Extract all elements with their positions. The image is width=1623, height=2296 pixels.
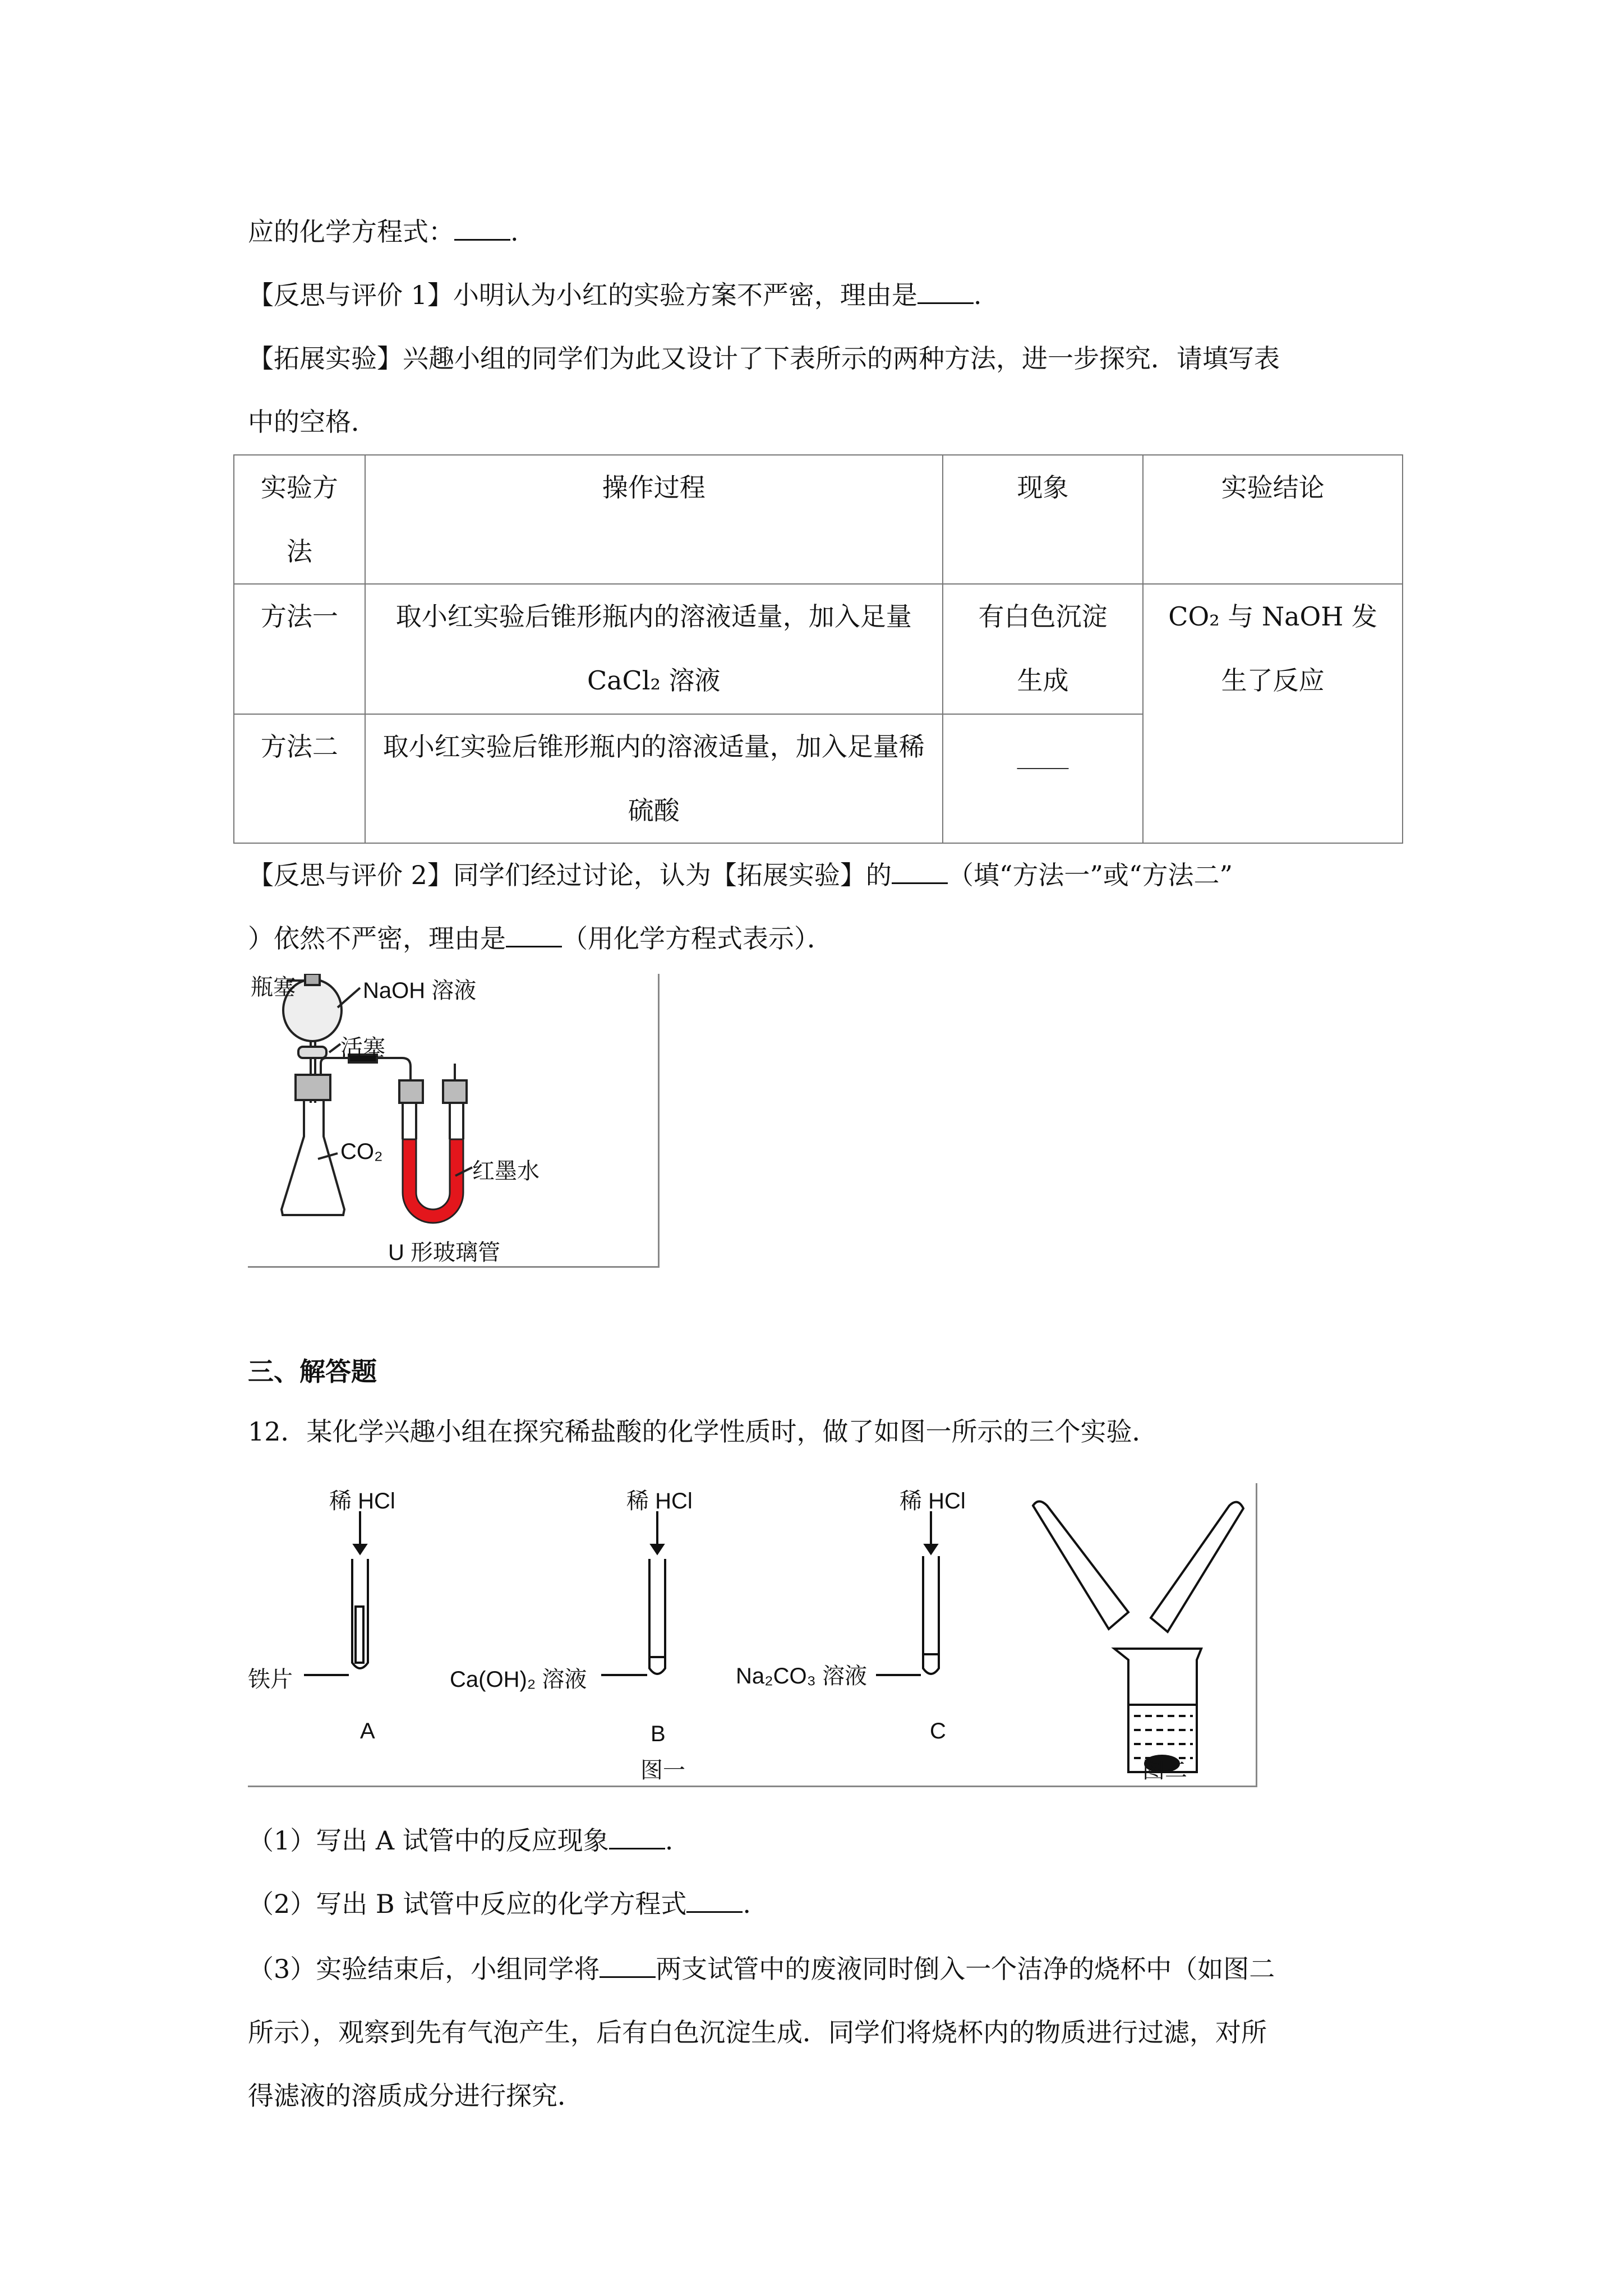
tube-b	[601, 1511, 665, 1675]
paragraph-reflection-1	[248, 278, 982, 312]
answer-blank[interactable]	[917, 280, 974, 304]
red-ink	[403, 1139, 463, 1223]
phenomenon-blank[interactable]: ____	[943, 714, 1144, 843]
sub-question-3-cont: 得滤液的溶质成分进行探究．	[248, 2081, 583, 2111]
tube-c	[876, 1511, 939, 1675]
paragraph-reflection-2-cont	[248, 922, 833, 955]
tube-a	[304, 1511, 368, 1675]
sub-question-2	[248, 1887, 751, 1921]
text: .	[665, 1825, 674, 1856]
hcl-drawing	[248, 1483, 1256, 1786]
conclusion-cell: CO₂ 与 NaOH 发生了反应	[1143, 584, 1403, 843]
paragraph-extension: 【拓展实验】兴趣小组的同学们为此又设计了下表所示的两种方法，进一步探究．请填写表	[248, 343, 1280, 374]
text: 应的化学方程式：	[248, 217, 454, 247]
answer-blank[interactable]	[686, 1889, 743, 1913]
paragraph-equation	[248, 215, 519, 249]
bottle-stopper	[305, 974, 320, 985]
label-valve: 活塞	[340, 1036, 385, 1060]
sub-question-3	[248, 1952, 1275, 1986]
tube-label-b: B	[651, 1722, 666, 1746]
method-cell: 方法一	[234, 584, 365, 714]
header-operation: 操作过程	[365, 455, 943, 584]
label-co2: CO₂	[340, 1139, 383, 1164]
answer-blank[interactable]	[506, 923, 562, 947]
answer-blank[interactable]	[600, 1954, 656, 1978]
answer-blank[interactable]	[609, 1825, 665, 1849]
valve	[298, 1047, 326, 1058]
caption-figure-1: 图一	[640, 1758, 685, 1783]
caption-figure-2: 图二	[1142, 1758, 1187, 1783]
reagent-label-b: Ca(OH)₂ 溶液	[450, 1667, 587, 1692]
method-cell: 方法二	[234, 714, 365, 843]
reagent-label-c: Na₂CO₃ 溶液	[736, 1664, 868, 1688]
text: .	[510, 217, 519, 247]
sub-question-3-cont: 所示），观察到先有气泡产生，后有白色沉淀生成．同学们将烧杯内的物质进行过滤，对所	[248, 2017, 1267, 2047]
operation-cell: 取小红实验后锥形瓶内的溶液适量，加入足量 CaCl₂ 溶液	[365, 584, 943, 714]
header-phenomenon: 现象	[943, 455, 1144, 584]
label-u-tube: U 形玻璃管	[388, 1240, 500, 1265]
text: （用化学方程式表示）．	[562, 923, 833, 954]
operation-cell: 取小红实验后锥形瓶内的溶液适量，加入足量稀硫酸	[365, 714, 943, 843]
acid-label-a: 稀 HCl	[329, 1489, 395, 1513]
reagent-label-a: 铁片	[248, 1667, 293, 1692]
tube-label-a: A	[360, 1719, 375, 1743]
paragraph-reflection-2	[248, 858, 1233, 892]
question-12: 12．某化学兴趣小组在探究稀盐酸的化学性质时，做了如图一所示的三个实验．	[248, 1416, 1158, 1447]
paragraph-extension-cont: 中的空格．	[248, 407, 377, 437]
label-naoh: NaOH 溶液	[363, 978, 477, 1003]
label-red-ink: 红墨水	[472, 1159, 540, 1184]
text: 两支试管中的废液同时倒入一个洁净的烧杯中（如图二	[656, 1954, 1275, 1984]
apparatus-figure	[248, 974, 660, 1268]
apparatus-drawing	[248, 974, 658, 1266]
text: （3）实验结束后，小组同学将	[248, 1954, 600, 1984]
acid-label-b: 稀 HCl	[626, 1489, 693, 1513]
table-row	[234, 584, 1403, 714]
text: （2）写出 B 试管中反应的化学方程式	[248, 1889, 687, 1919]
text: （1）写出 A 试管中的反应现象	[248, 1825, 609, 1856]
label-stopper: 瓶塞	[251, 975, 296, 1000]
flask-stopper	[296, 1075, 330, 1100]
header-conclusion: 实验结论	[1143, 455, 1403, 584]
experiment-table	[233, 454, 1403, 844]
hcl-experiments-figure	[248, 1483, 1257, 1787]
text: 【反思与评价 1】小明认为小红的实验方案不严密，理由是	[248, 280, 917, 310]
sub-question-1	[248, 1824, 673, 1857]
phenomenon-cell: 有白色沉淀生成	[943, 584, 1144, 714]
text: .	[973, 280, 982, 310]
answer-blank[interactable]	[892, 860, 948, 884]
text: ）依然不严密，理由是	[248, 923, 506, 954]
acid-label-c: 稀 HCl	[900, 1489, 966, 1513]
text: （填“方法一”或“方法二”	[947, 860, 1233, 890]
section-title: 三、解答题	[248, 1356, 377, 1387]
tube-label-c: C	[930, 1719, 946, 1743]
table-header-row	[234, 455, 1403, 584]
text: .	[743, 1889, 751, 1919]
answer-blank[interactable]	[454, 217, 510, 241]
pouring-tubes	[1033, 1502, 1243, 1632]
text: 【反思与评价 2】同学们经过讨论，认为【拓展实验】的	[248, 860, 892, 890]
conical-flask	[282, 1100, 344, 1215]
header-method: 实验方法	[234, 455, 365, 584]
